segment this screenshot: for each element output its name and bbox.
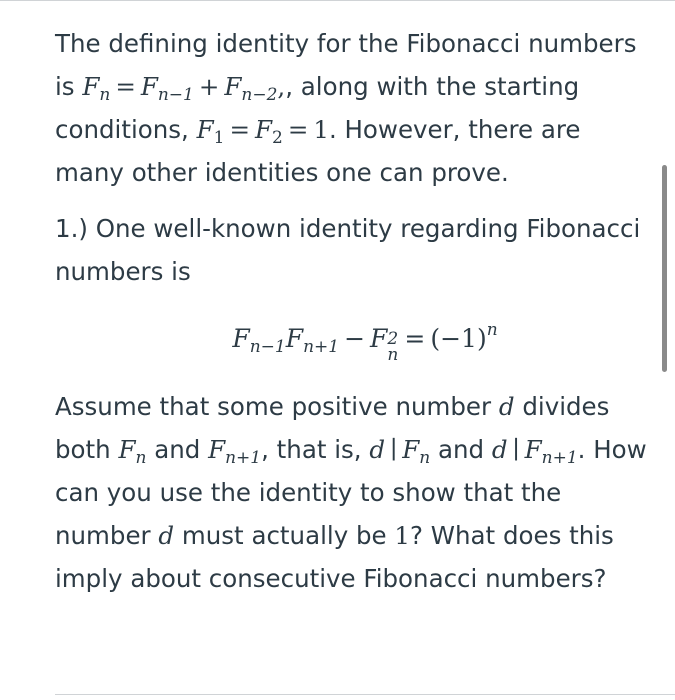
math-F: F: [208, 435, 226, 464]
math-F: F: [370, 324, 388, 353]
math-equals: =: [404, 324, 426, 353]
math-sub-n-minus-2: n−2: [241, 85, 278, 105]
intro-text-2: , along with the starting conditions,: [55, 72, 580, 144]
math-plus: +: [198, 72, 220, 101]
math-neg-one: (−1): [430, 324, 487, 353]
question-text-3: and: [146, 435, 209, 464]
math-d: d: [498, 392, 515, 421]
cassini-identity-equation: $F_{n-1}F_{n+1} - F$ 2 n = $(-1)^n$: [232, 320, 498, 365]
question-text-8: ? What does this imply about consecutive Fibonacci numbers?: [55, 521, 614, 593]
math-equals: =: [115, 72, 136, 101]
intro-text-1: The defining identity for the Fibonacci numbers is: [55, 29, 637, 101]
question-text-2: divides both: [55, 392, 610, 464]
part1-question-paragraph: [55, 385, 655, 600]
math-F: F: [524, 435, 542, 464]
scrollbar-thumb[interactable]: [662, 165, 667, 372]
question-text-5: and: [430, 435, 492, 464]
math-d: d: [158, 521, 175, 550]
part1-text: 1.) One well-known identity regarding Fibonacci numbers is: [55, 214, 641, 286]
question-text-7: must actually be: [174, 521, 395, 550]
math-divides: ∣: [512, 435, 520, 464]
question-text-4: , that is,: [261, 435, 370, 464]
math-sub-n-minus-1: n−1: [157, 85, 194, 105]
intro-paragraph: [55, 22, 655, 194]
math-sub-n-plus-1: n+1: [541, 448, 578, 468]
math-F: F: [82, 72, 100, 101]
math-d: d: [491, 435, 508, 464]
math-F: F: [232, 324, 250, 353]
math-sub-n: n: [135, 448, 147, 468]
math-minus: −: [344, 324, 366, 353]
math-equals: =: [229, 115, 250, 144]
math-one: 1: [313, 115, 329, 144]
intro-text-3: . However, there are many other identities one can prove.: [55, 115, 581, 187]
top-divider: [0, 0, 675, 1]
bottom-divider: [55, 694, 675, 695]
question-text-6: . How can you use the identity to show that the number: [55, 435, 647, 550]
math-equals: =: [287, 115, 309, 144]
math-divides: ∣: [390, 435, 398, 464]
math-F: F: [196, 115, 214, 144]
math-one: 1: [394, 521, 410, 550]
math-F: F: [118, 435, 136, 464]
math-sub-n: n: [419, 448, 431, 468]
math-d: d: [369, 435, 386, 464]
math-sup-n: n: [486, 320, 498, 340]
math-F: F: [224, 72, 242, 101]
math-sub-n-plus-1: n+1: [225, 448, 262, 468]
math-sub-2: 2: [271, 128, 283, 148]
math-F: F: [285, 324, 304, 353]
math-sub-n: n: [99, 85, 111, 105]
question-content: [55, 22, 655, 600]
math-sub-1: 1: [213, 128, 225, 148]
math-F: F: [140, 72, 158, 101]
math-sub-n-minus-1: n−1: [249, 337, 286, 357]
math-sub-n-plus-1: n+1: [303, 337, 340, 357]
question-text-1: Assume that some positive number: [55, 392, 499, 421]
math-F: F: [254, 115, 272, 144]
part1-paragraph: [55, 207, 655, 293]
math-F: F: [402, 435, 420, 464]
math-comma: ,: [277, 72, 286, 101]
